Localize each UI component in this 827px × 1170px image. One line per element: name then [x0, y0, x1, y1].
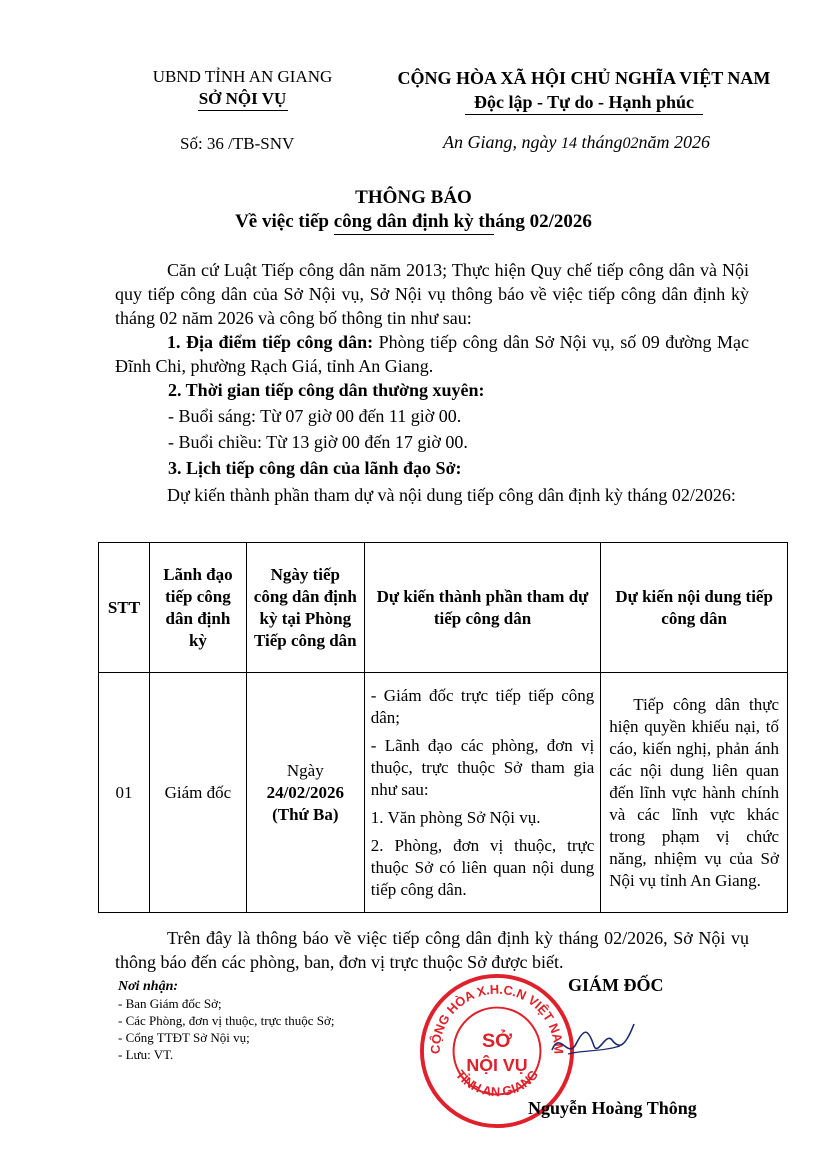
- date-day: 14: [560, 135, 577, 152]
- motto: Độc lập - Tự do - Hạnh phúc: [473, 92, 695, 112]
- participant-item: - Giám đốc trực tiếp tiếp công dân;: [370, 685, 595, 727]
- section-1-text: Phòng tiếp công dân Sở Nội vụ, số 09 đường Mạc Đĩnh Chi, phường Rạch Giá, tỉnh An Giang.: [115, 332, 749, 376]
- document-date: [443, 132, 710, 153]
- header-participants: Dự kiến thành phần tham dự tiếp công dân: [364, 543, 601, 673]
- section-3-label: 3. Lịch tiếp công dân của lãnh đạo Sở:: [168, 458, 462, 478]
- recipient-item: - Ban Giám đốc Sở;: [118, 996, 222, 1011]
- date-year: năm 2026: [638, 132, 710, 152]
- cell-participants: [364, 673, 601, 913]
- header-content: Dự kiến nội dung tiếp công dân: [601, 543, 788, 673]
- participant-item: 1. Văn phòng Sở Nội vụ.: [370, 807, 541, 827]
- recipient-item: - Lưu: VT.: [118, 1047, 174, 1062]
- cell-date: [246, 673, 364, 913]
- parent-agency: UBND TỈNH AN GIANG: [152, 67, 333, 86]
- cell-stt: 01: [99, 673, 150, 913]
- recipient-item: - Các Phòng, đơn vị thuộc, trực thuộc Sở;: [118, 1013, 335, 1028]
- closing-paragraph: Trên đây là thông báo về việc tiếp công dân định kỳ tháng 02/2026, Sở Nội vụ thông báo đến các phòng, ban, đơn vị trực thuộc Sở được biết.: [115, 928, 749, 972]
- section-1-label: 1. Địa điểm tiếp công dân:: [167, 332, 374, 352]
- section-3-text: Dự kiến thành phần tham dự và nội dung tiếp công dân định kỳ tháng 02/2026:: [167, 485, 736, 505]
- handwritten-signature: [548, 1010, 638, 1070]
- seal-ring-top-text: CỘNG HÒA X.H.C.N VIỆT NAM: [427, 981, 567, 1055]
- table-row: [99, 673, 788, 913]
- signer-title: GIÁM ĐỐC: [568, 975, 664, 995]
- morning-hours: - Buổi sáng: Từ 07 giờ 00 đến 11 giờ 00.: [168, 406, 462, 426]
- agency-name: SỞ NỘI VỤ: [198, 89, 287, 108]
- title-main: THÔNG BÁO: [355, 187, 472, 208]
- recipients-label: Nơi nhận:: [118, 979, 179, 994]
- reception-date: 24/02/2026: [266, 782, 345, 802]
- agency-underline: [198, 110, 288, 111]
- participant-item: 2. Phòng, đơn vị thuộc, trực thuộc Sở có liên quan nội dung tiếp công dân.: [370, 835, 595, 899]
- document-number: Số: 36 /TB-SNV: [180, 134, 295, 153]
- signer-name: Nguyễn Hoàng Thông: [528, 1098, 697, 1118]
- date-prefix: An Giang, ngày: [443, 132, 557, 152]
- recipients-block: [118, 978, 335, 1063]
- schedule-table: [98, 542, 788, 913]
- afternoon-hours: - Buổi chiều: Từ 13 giờ 00 đến 17 giờ 00.: [168, 432, 468, 452]
- date-month: 02: [622, 135, 639, 152]
- reception-weekday: (Thứ Ba): [272, 804, 339, 824]
- title-sub: Về việc tiếp công dân định kỳ tháng 02/2026: [235, 211, 592, 232]
- seal-ring-bottom-text: TỈNH AN GIANG: [452, 1066, 542, 1100]
- recipient-item: - Cổng TTĐT Sở Nội vụ;: [118, 1030, 250, 1045]
- header-leader: Lãnh đạo tiếp công dân định kỳ: [149, 543, 246, 673]
- section-1: [115, 330, 749, 378]
- seal-center-line2: NỘI VỤ: [466, 1054, 528, 1075]
- date-prefix-text: Ngày: [286, 760, 324, 780]
- agency-header: [120, 66, 365, 111]
- title-underline: [334, 234, 494, 235]
- nation-title: CỘNG HÒA XÃ HỘI CHỦ NGHĨA VIỆT NAM: [397, 68, 771, 88]
- seal-center-line1: SỞ: [481, 1030, 513, 1053]
- intro-paragraph: Căn cứ Luật Tiếp công dân năm 2013; Thực hiện Quy chế tiếp công dân và Nội quy tiếp công dân của Sở Nội vụ, Sở Nội vụ thông báo về việc tiếp công dân định kỳ tháng 02 năm 2026 và công bố thông tin như sau:: [115, 260, 749, 328]
- section-2-label: 2. Thời gian tiếp công dân thường xuyên:: [168, 380, 485, 400]
- participant-item: - Lãnh đạo các phòng, đơn vị thuộc, trực thuộc Sở tham gia như sau:: [370, 735, 595, 799]
- nation-header: [378, 66, 790, 115]
- date-month-word: tháng: [581, 132, 623, 152]
- header-stt: STT: [99, 543, 150, 673]
- cell-leader: Giám đốc: [149, 673, 246, 913]
- header-date: Ngày tiếp công dân định kỳ tại Phòng Tiếp công dân: [246, 543, 364, 673]
- document-title: [0, 186, 827, 235]
- motto-underline: [465, 114, 703, 115]
- table-header-row: [99, 543, 788, 673]
- cell-content: Tiếp công dân thực hiện quyền khiếu nại, tố cáo, kiến nghị, phản ánh các nội dung liên quan đến lĩnh vực hành chính và các lĩnh vực khác trong phạm vị chức năng, nhiệm vụ của Sở Nội vụ tỉnh An Giang.: [601, 673, 788, 913]
